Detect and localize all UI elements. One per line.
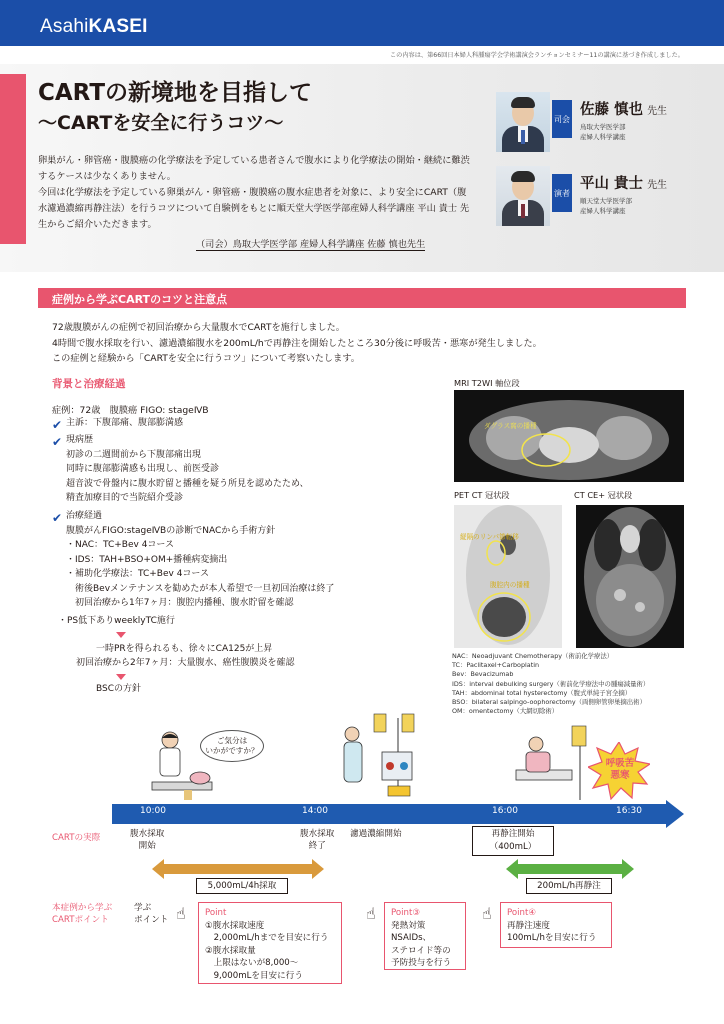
pet-annotation-2: 腹腔内の播種 <box>490 581 530 589</box>
point-line: ①腹水採取速度 <box>205 920 265 931</box>
point-title: Point③ <box>391 908 421 918</box>
learn-label: 学ぶ ポイント <box>134 903 169 925</box>
pet-ct-image <box>454 505 562 648</box>
point-box-1 <box>198 902 342 984</box>
event-ascites-end: 腹水採取 終了 <box>300 829 335 851</box>
time-label: 16:00 <box>492 806 518 816</box>
patient-bed-illustration <box>514 722 594 802</box>
point-line: 上限はないが8,000〜 <box>205 958 299 968</box>
pointing-hand-icon: ☝ <box>176 904 186 923</box>
course-after-1: 一時PRを得られるも、徐々にCA125が上昇 <box>96 644 273 654</box>
point-title: Point④ <box>507 908 537 918</box>
timeline-arrow <box>112 800 684 828</box>
time-label: 10:00 <box>140 806 166 816</box>
chief-complaint: 主訴：下腹部痛、腹部膨満感 <box>66 418 184 428</box>
abbreviation: BSO：bilateral salpingo-oophorectomy（両側卵管卵巣摘出術） <box>452 698 646 707</box>
aff-line-2: 産婦人科学講座 <box>580 207 626 215</box>
event-filtration-start: 濾過濃縮開始 <box>350 829 402 839</box>
course-title: 治療経過 <box>66 511 103 521</box>
summary-line: 72歳腹膜がんの症例で初回治療から大量腹水でCARTを施行しました。 <box>52 322 345 333</box>
reinfusion-rate-box: 200mL/h再静注 <box>526 878 612 894</box>
course-line: 初回治療から1年7ヶ月：腹腔内播種、腹水貯留を確認 <box>66 598 294 609</box>
role-tag: 演者 <box>552 174 572 212</box>
accent-strip <box>0 74 26 244</box>
main-title: CARTの新境地を目指して <box>38 80 313 106</box>
reinfusion-label: 再静注開始 <box>491 829 535 839</box>
ct-image <box>576 505 684 648</box>
time-label: 16:30 <box>616 806 642 816</box>
logo-regular: Asahi <box>40 16 89 37</box>
section-header: 症例から学ぶCARTのコツと注意点 <box>38 288 686 308</box>
aff-line-2: 産婦人科学講座 <box>580 133 626 141</box>
check-icon: ✔ <box>52 435 63 449</box>
abbreviation-list <box>452 652 649 716</box>
person-name <box>580 98 667 119</box>
course-line: ・補助化学療法：TC+Bev 4コース <box>66 569 209 580</box>
point-line: 再静注速度 <box>507 920 550 931</box>
event-ascites-start: 腹水採取 開始 <box>130 829 165 851</box>
asahi-kasei-logo <box>40 16 148 38</box>
mri-scan-image <box>454 390 684 482</box>
course-line: 術後Bevメンテナンスを勧めたが本人希望で一旦初回治療は終了 <box>66 583 335 594</box>
source-note: この内容は、第66回日本婦人科腫瘍学会学術講演会ランチョンセミナー11の講演に基づき作成しました。 <box>390 52 684 59</box>
course-line: ・NAC：TC+Bev 4コース <box>66 540 174 551</box>
collection-duration-arrow <box>152 858 324 880</box>
course-line: ・IDS：TAH+BSO+OM+播種病変摘出 <box>66 554 228 565</box>
header-bar <box>0 0 724 46</box>
summary-line: この症例と経験から「CARTを安全に行うコツ」について考察いたします。 <box>52 353 360 364</box>
case-summary <box>52 320 692 367</box>
collection-rate-box: 5,000mL/4h採取 <box>196 878 288 894</box>
person-affiliation <box>580 122 626 142</box>
course-after-2: 初回治療から2年7ヶ月：大量腹水、癌性腹膜炎を確認 <box>76 658 295 668</box>
pet-caption: PET CT 冠状段 <box>454 490 510 500</box>
cart-actual-label: CARTの実際 <box>52 833 101 843</box>
aff-line-1: 順天堂大学医学部 <box>580 197 632 205</box>
time-label: 14:00 <box>302 806 328 816</box>
logo-bold: KASEI <box>88 16 148 37</box>
case-heading: 症例：72歳 腹膜癌 FIGO: stageⅣB <box>52 405 209 416</box>
point-line: NSAIDs、 <box>391 933 432 943</box>
bsc-policy: BSCの方針 <box>96 684 142 694</box>
pet-annotation-1: 縦隔のリンパ節転移 <box>460 533 519 541</box>
moderator-credit: （司会）鳥取大学医学部 産婦人科学講座 佐藤 慎也先生 <box>196 236 425 251</box>
summary-line: 4時間で腹水採取を行い、濾過濃縮腹水を200mL/hで再静注を開始したところ30分後に呼吸苦・悪寒が発生しました。 <box>52 337 542 349</box>
point-line: 2,000mL/hまでを目安に行う <box>205 933 329 943</box>
ct-caption: CT CE+ 冠状段 <box>574 490 633 500</box>
course-list <box>66 524 334 610</box>
pointing-hand-icon: ☝ <box>366 904 376 923</box>
reinfusion-duration-arrow <box>506 858 634 880</box>
person-name-text: 佐藤 慎也 <box>580 102 644 118</box>
speech-bubble: ご気分は いかがですか？ <box>200 730 264 762</box>
check-icon: ✔ <box>52 511 63 525</box>
points-label: 本症例から学ぶ CARTポイント <box>52 903 113 925</box>
moderator-photo <box>496 92 550 152</box>
course-line: 腹膜がんFIGO:stageⅣBの診断でNACから手術方針 <box>66 526 276 536</box>
aff-line-1: 鳥取大学医学部 <box>580 123 626 131</box>
reinfusion-volume: （400mL） <box>489 842 537 852</box>
honorific: 先生 <box>647 106 668 117</box>
point-line: 100mL/hを目安に行う <box>507 933 597 943</box>
check-icon: ✔ <box>52 418 63 432</box>
alert-text: 呼吸苦 悪寒 <box>605 758 635 781</box>
abbreviation: IDS：interval debulking surgery（術前化学療法中の腫瘍減量術） <box>452 679 650 688</box>
role-tag: 司会 <box>552 100 572 138</box>
intro-paragraph-2: 今回は化学療法を予定している卵巣がん・卵管癌・腹膜癌の腹水症患者を対象に、より安全にCART（腹水濾過濃縮再静注法）を行うコツについて自験例をもとに順天堂大学医学部産婦人科学講座 平山 貴士 先生からご紹介いただきます。 <box>38 187 470 230</box>
intro-text <box>38 153 470 233</box>
person-name <box>580 172 667 193</box>
point-box-4 <box>500 902 612 948</box>
point-line: 発熱対策 <box>391 920 426 931</box>
ps-decline: ・PS低下ありweeklyTC施行 <box>58 616 175 626</box>
history-line: 超音波で骨盤内に腹水貯留と播種を疑う所見を認めたため、 <box>66 478 309 489</box>
person-affiliation <box>580 196 632 216</box>
pointing-hand-icon: ☝ <box>482 904 492 923</box>
point-box-3 <box>384 902 466 970</box>
intro-paragraph-1: 卵巣がん・卵管癌・腹膜癌の化学療法を予定している患者さんで腹水により化学療法の開始・継続に難渋するケースは少なくありません。 <box>38 155 470 182</box>
point-line: 9,000mLを目安に行う <box>205 970 303 981</box>
speaker-profile <box>496 166 706 228</box>
nurse-equipment-illustration <box>338 712 428 802</box>
history-line: 精査加療目的で当院紹介受診 <box>66 493 184 504</box>
mri-annotation: ダグラス窩の播種 <box>484 422 537 430</box>
abbreviation: Bev：Bevacizumab <box>452 670 514 679</box>
background-title: 背景と治療経過 <box>52 378 126 390</box>
down-arrow-icon <box>116 674 126 680</box>
abbreviation: NAC：Neoadjuvant Chemotherapy（術前化学療法） <box>452 652 614 660</box>
point-line: ステロイド等の <box>391 945 451 956</box>
point-title: Point <box>205 908 227 918</box>
abbreviation: TAH：abdominal total hysterectomy（腹式単純子宮全摘） <box>452 688 632 697</box>
moderator-profile <box>496 92 706 154</box>
sub-title: 〜CARTを安全に行うコツ〜 <box>38 112 284 134</box>
speaker-photo <box>496 166 550 226</box>
history-line: 同時に腹部膨満感も出現し、前医受診 <box>66 464 220 475</box>
abbreviation: OM：omentectomy（大網切除術） <box>452 707 559 716</box>
mri-caption: MRI T2WI 軸位段 <box>454 378 520 388</box>
point-line: 予防投与を行う <box>391 958 452 968</box>
abbreviation: TC：Paclitaxel+Carboplatin <box>452 661 540 670</box>
point-line: ②腹水採取量 <box>205 945 256 956</box>
person-name-text: 平山 貴士 <box>580 176 644 192</box>
history-list <box>66 448 309 506</box>
honorific: 先生 <box>647 180 668 191</box>
event-reinfusion-box <box>472 826 554 856</box>
down-arrow-icon <box>116 632 126 638</box>
history-line: 初診の二週間前から下腹部痛出現 <box>66 450 202 460</box>
history-title: 現病歴 <box>66 435 94 445</box>
